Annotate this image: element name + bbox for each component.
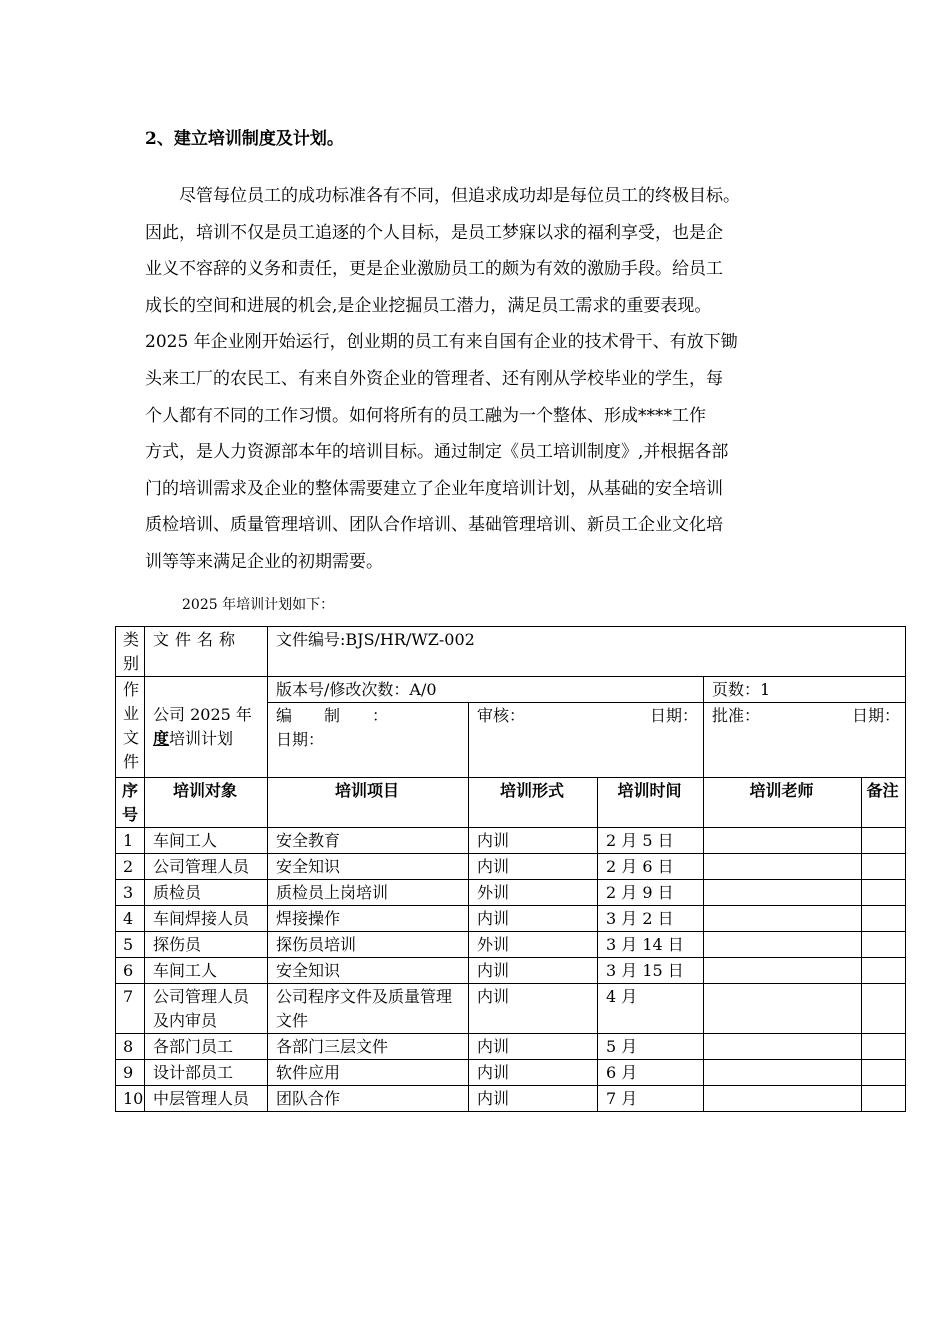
training-item: 各部门三层文件 [268, 1034, 469, 1060]
paragraph-line: 头来工厂的农民工、有来自外资企业的管理者、还有刚从学校毕业的学生，每 [145, 368, 723, 389]
training-form: 内训 [469, 958, 598, 984]
training-target: 车间工人 [145, 828, 268, 854]
table-row [116, 880, 906, 906]
training-teacher [704, 1086, 862, 1112]
training-time: 6 月 [598, 1060, 704, 1086]
column-header: 培训时间 [598, 778, 704, 828]
training-note [862, 854, 906, 880]
table-row [116, 1034, 906, 1060]
approve-label: 批准： [712, 706, 761, 725]
table-row [116, 1086, 906, 1112]
doc-title [145, 677, 268, 778]
training-teacher [704, 932, 862, 958]
training-time: 5 月 [598, 1034, 704, 1060]
training-target: 质检员 [145, 880, 268, 906]
training-item: 软件应用 [268, 1060, 469, 1086]
training-note [862, 958, 906, 984]
training-teacher [704, 1034, 862, 1060]
training-note [862, 1034, 906, 1060]
training-time: 2 月 5 日 [598, 828, 704, 854]
category-label: 类别 [116, 627, 145, 677]
training-target: 公司管理人员及内审员 [145, 984, 268, 1034]
training-target: 车间焊接人员 [145, 906, 268, 932]
paragraph-line: 质检培训、质量管理培训、团队合作培训、基础管理培训、新员工企业文化培 [145, 515, 723, 536]
row-number: 2 [116, 854, 145, 880]
table-caption: 2025 年培训计划如下： [182, 597, 335, 613]
column-header: 备注 [862, 778, 906, 828]
training-teacher [704, 958, 862, 984]
prepared-label: 编 制 ： [276, 706, 389, 725]
training-teacher [704, 906, 862, 932]
approve-date: 日期： [852, 706, 901, 725]
training-item: 焊接操作 [268, 906, 469, 932]
paragraph-line: 因此，培训不仅是员工追逐的个人目标，是员工梦寐以求的福利享受，也是企 [145, 222, 723, 243]
table-row [116, 932, 906, 958]
row-number: 4 [116, 906, 145, 932]
training-note [862, 828, 906, 854]
training-target: 设计部员工 [145, 1060, 268, 1086]
training-form: 内训 [469, 906, 598, 932]
training-note [862, 932, 906, 958]
training-form: 外训 [469, 880, 598, 906]
file-name-label: 文件名称 [145, 627, 268, 677]
doc-title-part: 培训计划 [169, 729, 234, 748]
paragraph-line: 训等等来满足企业的初期需要。 [145, 551, 383, 572]
training-item: 公司程序文件及质量管理文件 [268, 984, 469, 1034]
prepared-cell [268, 703, 469, 778]
row-number: 9 [116, 1060, 145, 1086]
plan-rows [116, 828, 906, 1112]
training-teacher [704, 1060, 862, 1086]
training-time: 3 月 14 日 [598, 932, 704, 958]
training-form: 内训 [469, 854, 598, 880]
row-number: 7 [116, 984, 145, 1034]
table-row [116, 906, 906, 932]
training-target: 各部门员工 [145, 1034, 268, 1060]
version: 版本号/修改次数：A/0 [268, 677, 704, 703]
table-row [116, 1060, 906, 1086]
doc-title-part: 公司 2025 年 [153, 705, 252, 724]
training-item: 质检员上岗培训 [268, 880, 469, 906]
training-item: 安全知识 [268, 854, 469, 880]
training-note [862, 1060, 906, 1086]
training-target: 探伤员 [145, 932, 268, 958]
training-time: 7 月 [598, 1086, 704, 1112]
training-target: 中层管理人员 [145, 1086, 268, 1112]
training-form: 内训 [469, 984, 598, 1034]
review-line [477, 704, 698, 728]
column-header: 培训对象 [145, 778, 268, 828]
training-note [862, 984, 906, 1034]
training-teacher [704, 854, 862, 880]
training-target: 车间工人 [145, 958, 268, 984]
training-form: 内训 [469, 1034, 598, 1060]
training-form: 外训 [469, 932, 598, 958]
row-number: 8 [116, 1034, 145, 1060]
review-date: 日期： [649, 706, 698, 725]
column-header: 培训形式 [469, 778, 598, 828]
column-header: 序号 [116, 778, 145, 828]
row-number: 1 [116, 828, 145, 854]
training-item: 安全知识 [268, 958, 469, 984]
doc-title-bold: 度 [153, 729, 170, 748]
training-note [862, 880, 906, 906]
training-time: 4 月 [598, 984, 704, 1034]
training-time: 2 月 6 日 [598, 854, 704, 880]
training-plan-table [115, 626, 906, 1112]
training-time: 2 月 9 日 [598, 880, 704, 906]
training-item: 探伤员培训 [268, 932, 469, 958]
table-row [116, 828, 906, 854]
row-number: 6 [116, 958, 145, 984]
training-teacher [704, 880, 862, 906]
review-label: 审核： [477, 706, 526, 725]
paragraph-line: 门的培训需求及企业的整体需要建立了企业年度培训计划，从基础的安全培训 [145, 478, 723, 499]
paragraph-line: 成长的空间和进展的机会,是企业挖掘员工潜力，满足员工需求的重要表现。 [145, 295, 712, 316]
paragraph-line: 个人都有不同的工作习惯。如何将所有的员工融为一个整体、形成****工作 [145, 405, 706, 426]
paragraph-line: 2025 年企业刚开始运行，创业期的员工有来自国有企业的技术骨干、有放下锄 [145, 332, 738, 353]
review-cell [469, 703, 704, 778]
table-row [116, 984, 906, 1034]
table-row [116, 854, 906, 880]
training-target: 公司管理人员 [145, 854, 268, 880]
training-teacher [704, 828, 862, 854]
training-teacher [704, 984, 862, 1034]
approve-line [712, 704, 900, 728]
training-form: 内训 [469, 1086, 598, 1112]
prepared-date: 日期： [276, 730, 325, 749]
training-note [862, 1086, 906, 1112]
training-form: 内训 [469, 1060, 598, 1086]
row-number: 10 [116, 1086, 145, 1112]
paragraph-line: 业义不容辞的义务和责任，更是企业激励员工的颇为有效的激励手段。给员工 [145, 259, 723, 280]
training-time: 3 月 2 日 [598, 906, 704, 932]
row-number: 5 [116, 932, 145, 958]
section-heading: 2、建立培训制度及计划。 [145, 129, 344, 149]
row-number: 3 [116, 880, 145, 906]
file-code: 文件编号:BJS/HR/WZ-002 [268, 627, 906, 677]
column-header-row [116, 778, 906, 828]
training-form: 内训 [469, 828, 598, 854]
page-count: 页数：1 [704, 677, 906, 703]
training-item: 安全教育 [268, 828, 469, 854]
body-paragraph [145, 178, 810, 581]
approve-cell [704, 703, 906, 778]
training-note [862, 906, 906, 932]
paragraph-line: 方式，是人力资源部本年的培训目标。通过制定《员工培训制度》,并根据各部 [145, 442, 729, 463]
doc-type: 作业文件 [116, 677, 145, 778]
header-row-file [116, 627, 906, 677]
header-row-version [116, 677, 906, 703]
paragraph-line: 尽管每位员工的成功标准各有不同，但追求成功却是每位员工的终极目标。 [145, 186, 740, 206]
column-header: 培训项目 [268, 778, 469, 828]
training-item: 团队合作 [268, 1086, 469, 1112]
training-time: 3 月 15 日 [598, 958, 704, 984]
table-row [116, 958, 906, 984]
column-header: 培训老师 [704, 778, 862, 828]
